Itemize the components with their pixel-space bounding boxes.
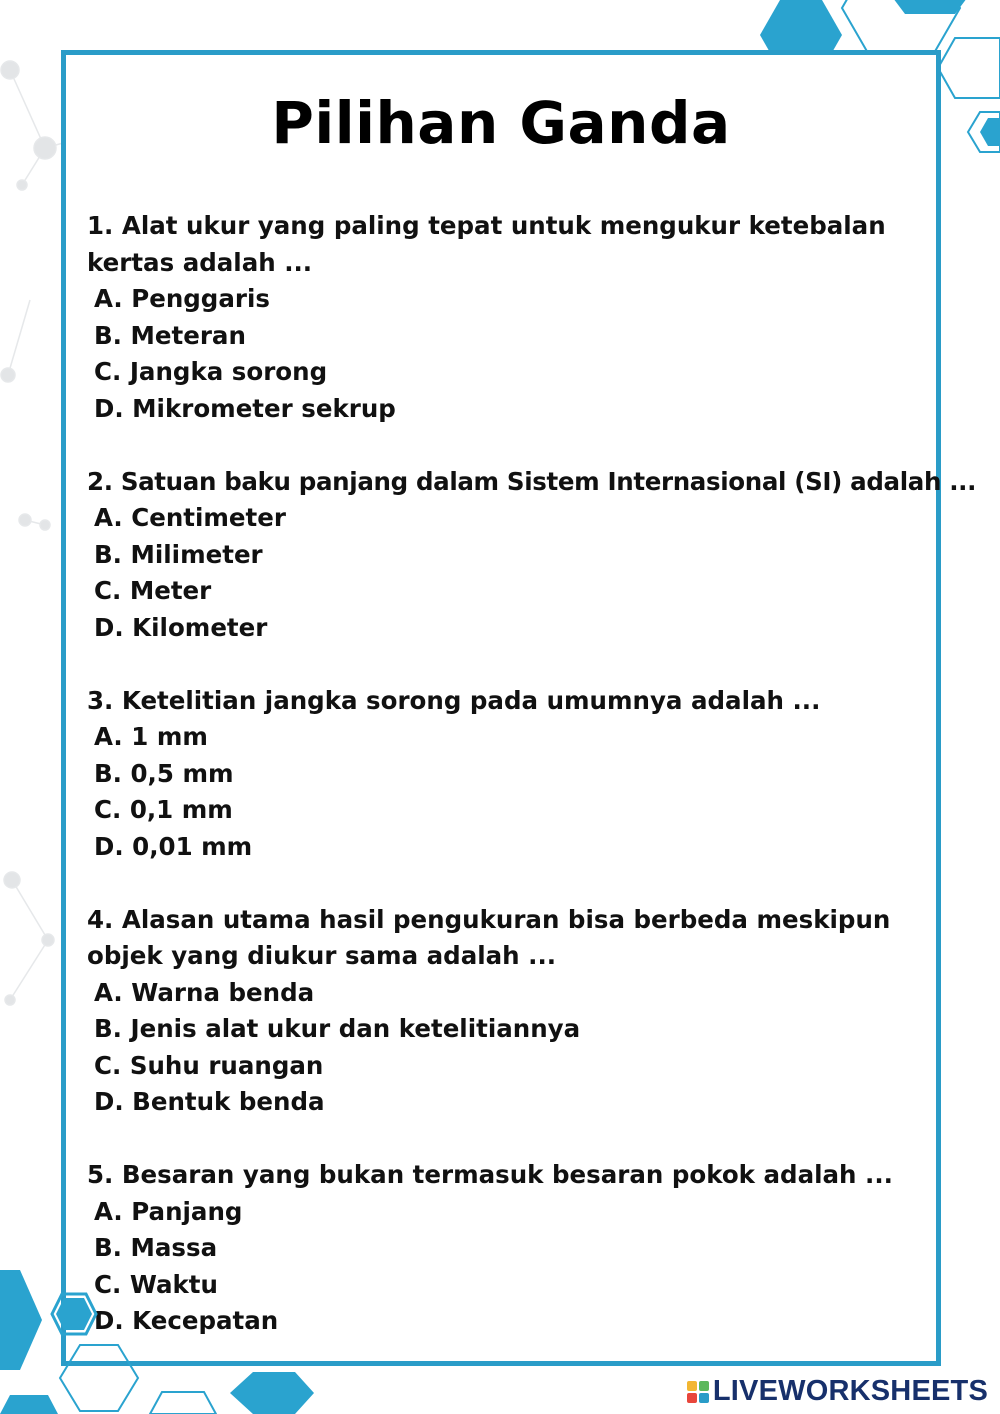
question-5	[87, 1157, 932, 1340]
option-a[interactable]: A. Warna benda	[94, 977, 315, 1007]
option-d[interactable]: D. Kilometer	[94, 612, 268, 642]
logo-square	[699, 1381, 709, 1391]
page-title: Pilihan Ganda	[271, 89, 731, 157]
option-c[interactable]: C. Meter	[94, 576, 212, 605]
question-text: 2. Satuan baku panjang dalam Sistem Internasional (SI) adalah ...	[87, 466, 977, 496]
question-3	[87, 683, 932, 866]
logo-square	[687, 1393, 697, 1403]
option-b[interactable]: B. Meteran	[94, 320, 246, 350]
option-d[interactable]: D. Mikrometer sekrup	[94, 393, 396, 423]
option-a[interactable]: A. Panjang	[94, 1196, 243, 1226]
question-list	[87, 208, 977, 1376]
logo-square	[687, 1381, 697, 1391]
option-b[interactable]: B. 0,5 mm	[94, 758, 234, 788]
option-a[interactable]: A. 1 mm	[94, 722, 208, 751]
option-a[interactable]: A. Centimeter	[94, 503, 286, 532]
question-1	[87, 208, 932, 427]
question-text: 3. Ketelitian jangka sorong pada umumnya adalah ...	[87, 685, 821, 715]
option-b[interactable]: B. Massa	[94, 1233, 218, 1262]
option-b[interactable]: B. Jenis alat ukur dan ketelitiannya	[94, 1014, 581, 1043]
option-c[interactable]: C. 0,1 mm	[94, 795, 233, 824]
option-c[interactable]: C. Jangka sorong	[94, 357, 328, 386]
question-text: 4. Alasan utama hasil pengukuran bisa berbeda meskipun objek yang diukur sama adalah ...	[87, 904, 891, 970]
question-text: 1. Alat ukur yang paling tepat untuk mengukur ketebalan kertas adalah ...	[87, 211, 886, 277]
hexagon-bottom-right-decoration	[230, 1372, 314, 1414]
question-4	[87, 902, 932, 1121]
option-d[interactable]: D. Kecepatan	[94, 1306, 279, 1335]
logo-square	[699, 1393, 709, 1403]
option-a[interactable]: A. Penggaris	[94, 284, 270, 313]
option-c[interactable]: C. Suhu ruangan	[94, 1050, 324, 1080]
option-c[interactable]: C. Waktu	[94, 1269, 218, 1299]
option-b[interactable]: B. Milimeter	[94, 539, 263, 569]
logo-text: LIVEWORKSHEETS	[712, 1375, 988, 1407]
worksheet-frame	[61, 50, 977, 1366]
option-d[interactable]: D. 0,01 mm	[94, 831, 253, 861]
option-d[interactable]: D. Bentuk benda	[94, 1087, 325, 1116]
question-text: 5. Besaran yang bukan termasuk besaran pokok adalah ...	[87, 1160, 893, 1189]
question-2	[87, 464, 977, 647]
liveworksheets-logo	[687, 1375, 988, 1408]
logo-squares-icon	[687, 1381, 709, 1403]
